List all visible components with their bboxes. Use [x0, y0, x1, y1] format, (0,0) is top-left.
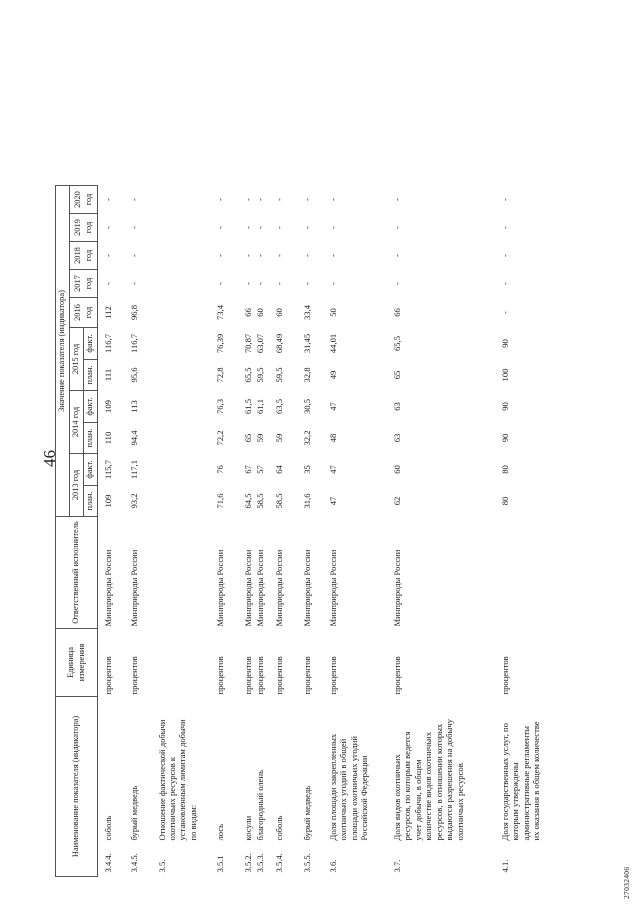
row-value: 62 — [391, 496, 402, 506]
row-value: 90 — [499, 433, 510, 443]
document-code: 27032406 — [622, 866, 631, 899]
row-value: 44,01 — [327, 333, 338, 354]
row-value: 49 — [327, 370, 338, 380]
header-name: Наименование показателя (индикатора) — [56, 697, 98, 877]
row-value — [152, 242, 210, 270]
row-value: 60 — [273, 308, 284, 317]
row-name-line: установленным лимитам добычи — [177, 719, 188, 841]
row-value: 65,5 — [242, 367, 253, 383]
row-value: - — [242, 254, 253, 257]
row-name-line: охотничьих ресурсов — [454, 763, 465, 841]
row-value: - — [499, 254, 510, 257]
row-unit — [124, 629, 152, 697]
row-value: - — [103, 198, 113, 201]
row-unit-line: процентов — [301, 656, 312, 695]
row-name-line: их оказания в общем количестве — [531, 721, 542, 841]
row-unit — [152, 629, 210, 697]
row-number: 3.5.2. — [242, 853, 253, 873]
row-name-line: охотничьих угодий в общей — [338, 738, 349, 841]
row-value: - — [103, 282, 113, 285]
row-value: - — [301, 226, 312, 229]
row-name-line: количестве видов охотничьих — [423, 731, 434, 841]
row-value: 48 — [327, 433, 338, 443]
row-value: 80 — [499, 465, 510, 474]
row-value: - — [128, 254, 139, 257]
row-unit-line: процентов — [214, 656, 225, 695]
row-unit — [238, 629, 255, 697]
row-name-line: административные регламенты — [520, 726, 531, 841]
row-value: - — [273, 254, 284, 257]
row-value: - — [214, 282, 225, 285]
row-name-line: Отношение фактической добычи — [156, 719, 167, 841]
header-year-2015: 2015 год — [70, 328, 84, 391]
row-value: 59 — [273, 433, 284, 443]
row-value: 72,2 — [214, 430, 225, 446]
row-unit-line: процентов — [254, 656, 265, 695]
row-value: 109 — [103, 400, 113, 413]
row-value: - — [273, 198, 284, 201]
row-unit — [323, 629, 387, 697]
row-value: 66 — [242, 308, 253, 317]
table-row — [238, 186, 255, 877]
row-name — [387, 697, 495, 843]
row-name-line: благородный олень — [254, 769, 265, 841]
row-value — [152, 391, 210, 423]
header-values: Значение показателя (индикатора) — [56, 186, 70, 517]
row-name-line: соболь — [103, 815, 113, 841]
row-value: 112 — [103, 306, 113, 319]
row-value: - — [499, 311, 510, 314]
row-name-line: выдаются разрешения на добычу — [444, 719, 455, 841]
header-plan-2015: план. — [84, 360, 98, 391]
row-value: 113 — [128, 400, 139, 413]
row-value: - — [391, 226, 402, 229]
row-name-line: Доля площади закрепленных — [327, 733, 338, 841]
row-value: 35 — [301, 465, 312, 474]
row-value: 50 — [327, 308, 338, 317]
row-name-line: охотничьих ресурсов к — [166, 756, 177, 841]
row-value: - — [499, 198, 510, 201]
header-fact-2013: факт. — [84, 454, 98, 486]
row-value: 110 — [103, 431, 113, 445]
row-number: 3.6. — [327, 859, 338, 873]
row-name-line: которым утверждены — [510, 762, 521, 841]
row-value: 68,49 — [273, 333, 284, 354]
row-unit-line: процентов — [128, 656, 139, 695]
row-value: 90 — [499, 339, 510, 348]
row-exec — [238, 517, 255, 629]
row-name-line: площади охотничьих угодий — [348, 736, 359, 841]
row-number: 3.4.5. — [128, 853, 139, 873]
row-exec — [124, 517, 152, 629]
row-value: - — [499, 226, 510, 229]
row-value: 96,8 — [128, 304, 139, 321]
row-value: - — [254, 226, 265, 229]
row-value: - — [214, 226, 225, 229]
row-value: - — [128, 282, 139, 285]
row-value: - — [391, 198, 402, 201]
row-value: 30,5 — [301, 398, 312, 415]
row-unit — [297, 629, 323, 697]
row-name-line: Доля видов охотничьих — [391, 754, 402, 841]
row-value: 80 — [499, 496, 510, 506]
page-number: 46 — [40, 450, 59, 467]
row-value: - — [391, 282, 402, 285]
row-exec-line: Минприроды России — [391, 549, 402, 627]
row-value: 65 — [391, 370, 402, 380]
row-value: - — [327, 226, 338, 229]
table-row — [387, 186, 495, 877]
row-value: 66 — [391, 308, 402, 317]
row-exec — [255, 517, 269, 629]
row-value — [152, 270, 210, 298]
table-row — [152, 186, 210, 877]
row-name — [124, 697, 152, 843]
row-value: 63 — [391, 433, 402, 443]
row-value: 61,5 — [242, 398, 253, 415]
row-value: 64 — [273, 465, 284, 474]
header-year-2019: 2019 год — [70, 214, 98, 242]
row-value: 60 — [254, 308, 265, 317]
row-unit — [98, 629, 124, 697]
row-value: - — [254, 198, 265, 201]
row-value: - — [214, 198, 225, 201]
row-value: - — [103, 226, 113, 229]
row-value: 93,2 — [128, 493, 139, 509]
row-name — [210, 697, 238, 843]
row-exec — [98, 517, 124, 629]
row-name — [297, 697, 323, 843]
row-number: 3.5.5. — [301, 853, 312, 873]
row-unit — [255, 629, 269, 697]
header-year-2016: 2016 год — [70, 298, 98, 328]
header-fact-2014: факт. — [84, 391, 98, 423]
header-plan-2014: план. — [84, 423, 98, 454]
header-exec: Ответственный исполнитель — [56, 517, 98, 629]
row-value: 61,1 — [254, 398, 265, 415]
row-value: 63,5 — [273, 398, 284, 415]
row-value: 70,87 — [242, 333, 253, 354]
row-value: 31,45 — [301, 333, 312, 354]
header-year-2013: 2013 год — [70, 454, 84, 517]
row-value: - — [499, 282, 510, 285]
header-unit: Единица измерения — [56, 629, 98, 697]
row-value: 76,3 — [214, 398, 225, 415]
row-exec-line: Минприроды России — [273, 549, 284, 627]
row-name-line: косули — [242, 815, 253, 841]
row-value: 109 — [103, 494, 113, 508]
row-value: - — [301, 254, 312, 257]
row-value — [152, 186, 210, 214]
row-name-line: по видам: — [187, 804, 198, 841]
row-value — [152, 454, 210, 486]
row-number: 3.4.4. — [103, 853, 113, 873]
row-name-line: бурый медведь — [301, 785, 312, 841]
row-unit-line: процентов — [242, 656, 253, 695]
row-value — [152, 360, 210, 391]
row-value: 73,4 — [214, 304, 225, 321]
row-value: 115,7 — [103, 459, 113, 480]
row-value: 71,6 — [214, 493, 225, 509]
row-value: 59,5 — [273, 367, 284, 383]
row-value: - — [327, 282, 338, 285]
row-unit — [387, 629, 495, 697]
table-row — [255, 186, 269, 877]
row-number: 3.5. — [156, 859, 167, 873]
row-name-line: Российской Федерации — [359, 755, 370, 841]
row-value: 67 — [242, 465, 253, 474]
row-name-line: учет добычи, в общем — [412, 759, 423, 841]
row-value: 100 — [499, 368, 510, 382]
row-value: 32,8 — [301, 367, 312, 383]
row-value: - — [273, 226, 284, 229]
row-value: - — [254, 254, 265, 257]
row-value: - — [103, 254, 113, 257]
row-value: - — [391, 254, 402, 257]
header-fact-2015: факт. — [84, 328, 98, 360]
row-value: 72,8 — [214, 367, 225, 383]
row-exec — [297, 517, 323, 629]
row-value: - — [327, 254, 338, 257]
row-unit — [269, 629, 297, 697]
row-value — [152, 214, 210, 242]
table-row — [323, 186, 387, 877]
row-value: 33,4 — [301, 304, 312, 321]
row-name-line: ресурсов, по которым ведется — [402, 731, 413, 841]
row-unit-line: процентов — [273, 656, 284, 695]
row-name — [269, 697, 297, 843]
row-value: - — [242, 282, 253, 285]
row-unit-line: процентов — [499, 656, 510, 695]
row-value: - — [128, 226, 139, 229]
row-name — [255, 697, 269, 843]
row-value: 111 — [103, 368, 113, 382]
table-row — [495, 186, 555, 877]
row-value: 117,1 — [128, 459, 139, 480]
row-value: - — [214, 254, 225, 257]
row-unit — [495, 629, 555, 697]
table-row — [98, 186, 124, 877]
row-exec-line: Минприроды России — [254, 549, 265, 627]
row-name — [495, 697, 555, 843]
row-value: - — [242, 198, 253, 201]
row-name — [98, 697, 124, 843]
row-unit-line: процентов — [103, 656, 113, 695]
row-value: 58,5 — [254, 493, 265, 509]
row-value: 116,7 — [103, 333, 113, 354]
row-value — [152, 486, 210, 517]
row-name-line: ресурсов, в отношении которых — [433, 723, 444, 841]
row-number: 4.1. — [499, 859, 510, 873]
row-value: 95,6 — [128, 367, 139, 383]
row-exec-line: Минприроды России — [301, 549, 312, 627]
row-number: 3.5.4. — [273, 853, 284, 873]
row-exec-line: Минприроды России — [242, 549, 253, 627]
row-value: 58,5 — [273, 493, 284, 509]
row-exec-line: Минприроды России — [103, 549, 113, 627]
row-number: 3.5.1 — [214, 855, 225, 873]
table-header — [56, 186, 98, 877]
row-value: 116,7 — [128, 333, 139, 354]
row-exec — [152, 517, 210, 629]
row-unit-line: процентов — [327, 656, 338, 695]
row-value: 94,4 — [128, 430, 139, 446]
row-name-line: Доля государственных услуг, по — [499, 723, 510, 841]
row-value: 31,6 — [301, 493, 312, 509]
row-exec — [269, 517, 297, 629]
row-value: - — [327, 198, 338, 201]
row-value: 63 — [391, 402, 402, 411]
table-row — [297, 186, 323, 877]
row-value: 47 — [327, 496, 338, 506]
row-name-line: бурый медведь — [128, 785, 139, 841]
row-name — [238, 697, 255, 843]
row-exec — [210, 517, 238, 629]
table-body — [98, 186, 555, 877]
header-year-2018: 2018 год — [70, 242, 98, 270]
row-value: 59 — [254, 433, 265, 443]
row-name-line: соболь — [273, 815, 284, 841]
row-value: 32,2 — [301, 430, 312, 446]
row-value: 90 — [499, 402, 510, 411]
row-value — [152, 423, 210, 454]
row-unit — [210, 629, 238, 697]
row-exec — [387, 517, 495, 629]
row-number: 3.7. — [391, 859, 402, 873]
row-value: 65,5 — [391, 335, 402, 352]
row-value: - — [301, 198, 312, 201]
row-value — [152, 298, 210, 328]
row-unit-line: процентов — [391, 656, 402, 695]
header-plan-2013: план. — [84, 486, 98, 517]
indicators-table — [55, 185, 555, 877]
table-row — [269, 186, 297, 877]
row-value: - — [242, 226, 253, 229]
row-value: 65 — [242, 433, 253, 443]
row-value: 60 — [391, 465, 402, 474]
row-value: 64,5 — [242, 493, 253, 509]
header-year-2017: 2017 год — [70, 270, 98, 298]
row-name — [323, 697, 387, 843]
row-value: 63,07 — [254, 333, 265, 354]
table-row — [124, 186, 152, 877]
row-value — [152, 328, 210, 360]
row-value: 57 — [254, 465, 265, 474]
row-value: - — [273, 282, 284, 285]
table-row — [210, 186, 238, 877]
row-name-line: лось — [214, 823, 225, 841]
row-exec — [323, 517, 387, 629]
header-year-2020: 2020 год — [70, 186, 98, 214]
row-exec — [495, 517, 555, 629]
row-value: - — [301, 282, 312, 285]
row-value: 76,39 — [214, 333, 225, 354]
row-value: 47 — [327, 465, 338, 474]
row-value: 59,5 — [254, 367, 265, 383]
row-number: 3.5.3. — [254, 853, 265, 873]
row-exec-line: Минприроды России — [214, 549, 225, 627]
row-name — [152, 697, 210, 843]
row-exec-line: Минприроды России — [327, 549, 338, 627]
row-value: 47 — [327, 402, 338, 411]
row-value: 76 — [214, 465, 225, 474]
row-exec-line: Минприроды России — [128, 549, 139, 627]
row-value: - — [128, 198, 139, 201]
header-year-2014: 2014 год — [70, 391, 84, 454]
row-value: - — [254, 282, 265, 285]
